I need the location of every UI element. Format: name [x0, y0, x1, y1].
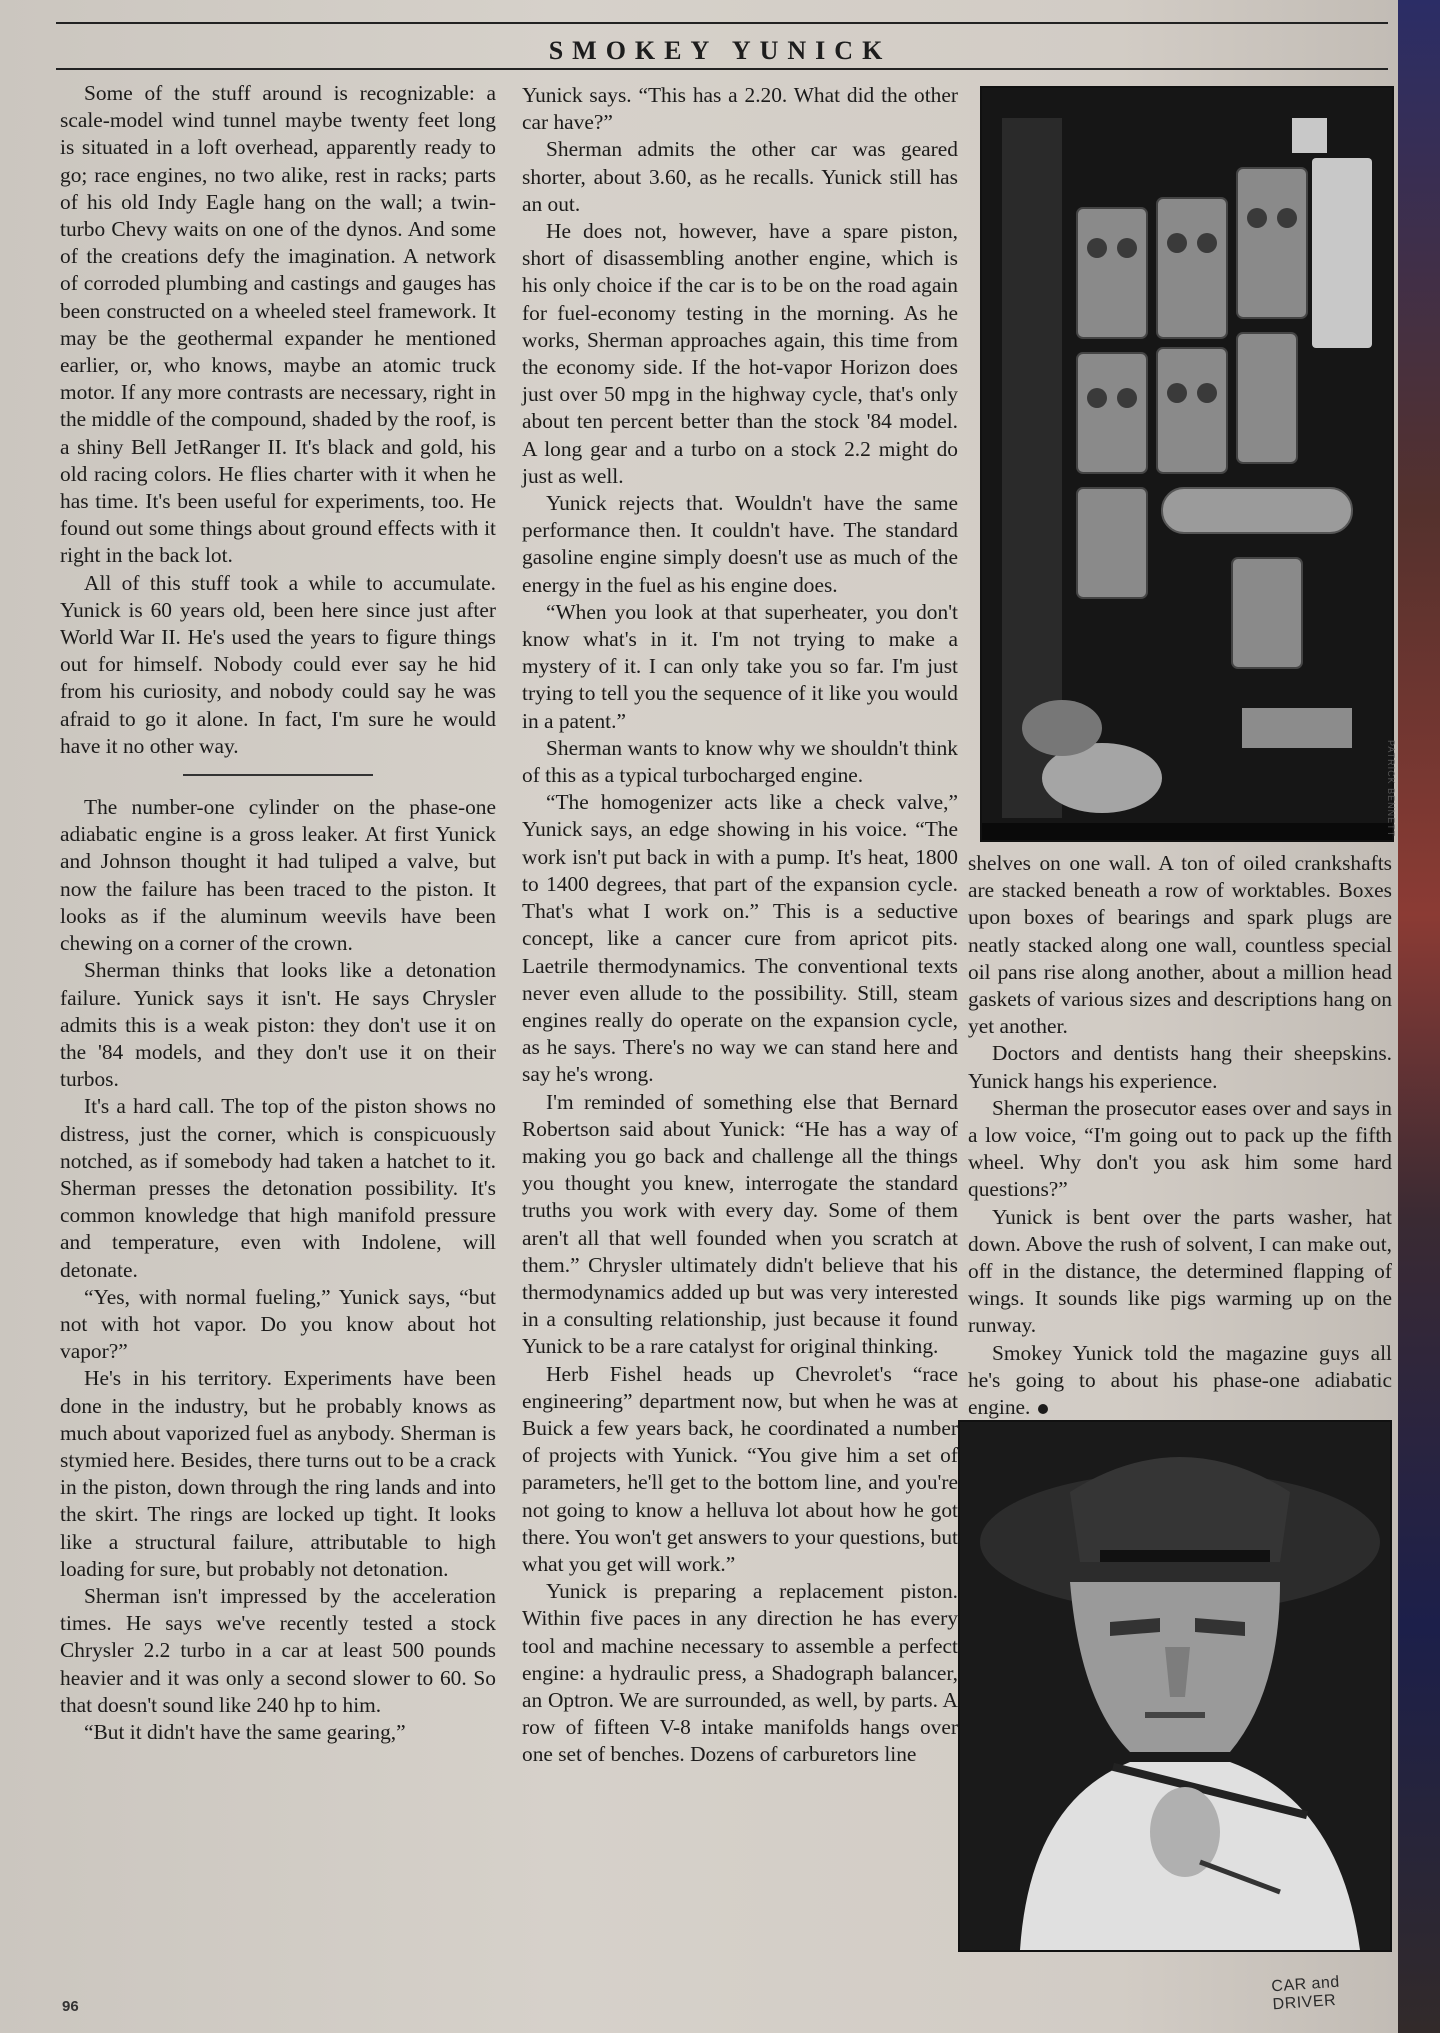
column-2	[522, 82, 958, 1769]
paragraph: Sherman admits the other car was geared shorter, about 3.60, as he recalls. Yunick still has an out.	[522, 137, 958, 216]
end-mark-icon	[1038, 1404, 1048, 1414]
header-rule	[56, 68, 1388, 70]
paragraph: Some of the stuff around is recognizable: a scale-model wind tunnel maybe twenty feet long is situated in a loft overhead, apparently ready to go; race engines, no two alike, rest in racks; parts of his old Indy Eagle hang on the wall; a twin-turbo Chevy waits on one of the dynos. And some of the creations defy the imagination. A network of corroded plumbing and castings and gauges has been constructed on a wheeled steel framework. It may be the geothermal expander he mentioned earlier, or, who knows, maybe an atomic truck motor. If any more contrasts are necessary, right in the middle of the compound, shaded by the roof, is a shiny Bell JetRanger II. It's black and gold, his old racing colors. He flies charter with it when he has time. It's been useful for experiments, too. He found out some things about ground effects with it right in the back lot.	[60, 81, 496, 568]
paragraph: Sherman the prosecutor eases over and says in a low voice, “I'm going out to pack up the fifth wheel. Why don't you ask him some hard questions?”	[968, 1095, 1392, 1202]
photo-credit: PATRICK BENNETT	[1386, 740, 1396, 838]
paragraph: Yunick says. “This has a 2.20. What did the other car have?”	[522, 83, 958, 135]
engine-parts-photo	[980, 86, 1394, 842]
column-3	[968, 850, 1392, 1421]
paragraph: I'm reminded of something else that Bernard Robertson said about Yunick: “He has a way of making you go back and challenge all the things you thought you knew, interrogate the standard truths you work with every day. Some of them aren't all that well founded when you scratch at them.” Chrysler ultimately didn't believe that his thermodynamics added up but was very interested in a consulting relationship, just because it found Yunick to be a rare catalyst for original thinking.	[522, 1089, 958, 1359]
paragraph: It's a hard call. The top of the piston shows no distress, just the corner, which is conspicuously notched, as if somebody had taken a hatchet to it. Sherman presses the detonation possibility. It's common knowledge that high manifold pressure and temperature, even with Indolene, will detonate.	[60, 1094, 496, 1282]
next-page-edge	[1398, 0, 1440, 2033]
paragraph: “The homogenizer acts like a check valve,” Yunick says, an edge showing in his voice. “The work isn't put back in with a pump. It's heat, 1800 to 1400 degrees, that part of the expansion cycle. That's what I work on.” This is a seductive concept, like a cancer cure from apricot pits. Laetrile thermodynamics. The conventional texts never even allude to the possibility. Still, steam engines really do operate on the expansion cycle, as he says. There's no way we can stand here and say he's wrong.	[522, 790, 958, 1087]
paragraph: He does not, however, have a spare piston, short of disassembling another engine, which is his only choice if the car is to be on the road again for fuel-economy testing in the morning. As he works, Sherman approaches again, this time from the economy side. If the hot-vapor Horizon does just over 50 mpg in the highway cycle, that's only about ten percent better than the stock '84 model. A long gear and a turbo on a stock 2.2 might do just as well.	[522, 219, 958, 488]
paragraph: “Yes, with normal fueling,” Yunick says, “but not with hot vapor. Do you know about hot vapor?”	[60, 1284, 496, 1364]
paragraph: Sherman thinks that looks like a detonation failure. Yunick says it isn't. He says Chrysler admits this is a weak piston: they don't use it on the '84 models, and they don't use it on their turbos.	[60, 958, 496, 1092]
paragraph: All of this stuff took a while to accumulate. Yunick is 60 years old, been here since just after World War II. He's used the years to figure things out for himself. Nobody could ever say he hid from his curiosity, and nobody could say he was afraid to go it alone. In fact, I'm sure he would have it no other way.	[60, 570, 496, 758]
paragraph: Sherman isn't impressed by the acceleration times. He says we've recently tested a stock Chrysler 2.2 turbo in a car at least 500 pounds heavier and it was only a second slower to 60. So that doesn't sound like 240 hp to him.	[60, 1583, 496, 1717]
engine-parts-illustration	[982, 88, 1392, 840]
paragraph: Herb Fishel heads up Chevrolet's “race engineering” department now, but when he was at Buick a few years back, he coordinated a number of projects with Yunick. “You give him a set of parameters, he'll get to the bottom line, and you're not going to know a helluva lot about how he got there. You won't get answers to your questions, but what you get will work.”	[522, 1361, 958, 1576]
portrait-illustration	[960, 1422, 1390, 1950]
top-rule	[56, 22, 1388, 24]
paragraph: Doctors and dentists hang their sheepskins. Yunick hangs his experience.	[968, 1041, 1392, 1093]
section-divider	[183, 774, 373, 776]
paragraph: Yunick is bent over the parts washer, hat down. Above the rush of solvent, I can make out, off in the distance, the determined flapping of wings. It sounds like pigs warming up on the runway.	[968, 1204, 1392, 1338]
paragraph: He's in his territory. Experiments have been done in the industry, but he probably knows as much about vaporized fuel as anybody. Sherman is stymied here. Besides, there turns out to be a crack in the piston, down through the ring lands and into the skirt. The rings are locked up tight. It looks like a structural failure, attributable to high loading for sure, but probably not detonation.	[60, 1366, 496, 1581]
page-header: SMOKEY YUNICK	[548, 36, 892, 65]
page-number: 96	[62, 1998, 79, 2015]
paragraph: Yunick is preparing a replacement piston. Within five paces in any direction he has every tool and machine necessary to assemble a perfect engine: a hydraulic press, a Shadograph balancer, an Optron. We are surrounded, as well, by parts. A row of fifteen V-8 intake manifolds hangs over one set of benches. Dozens of carburetors line	[522, 1579, 958, 1767]
paragraph: “But it didn't have the same gearing,”	[84, 1719, 406, 1744]
paragraph: “When you look at that superheater, you don't know what's in it. I'm not trying to make a mystery of it. I can only take you so far. I'm just trying to tell you the sequence of it like you would in a patent.”	[522, 599, 958, 733]
closing-paragraph-text: Smokey Yunick told the magazine guys all he's going to about his phase-one adiabatic engine.	[968, 1340, 1392, 1420]
paragraph	[968, 1340, 1392, 1422]
paragraph: Yunick rejects that. Wouldn't have the same performance then. It couldn't have. The standard gasoline engine simply doesn't use as much of the energy in the fuel as his engine does.	[522, 491, 958, 597]
paragraph: Sherman wants to know why we shouldn't think of this as a typical turbocharged engine.	[522, 735, 958, 788]
magazine-name: CAR and DRIVER	[1270, 1973, 1341, 2014]
paragraph: The number-one cylinder on the phase-one adiabatic engine is a gross leaker. At first Yunick and Johnson thought it had tuliped a valve, but now the failure has been traced to the piston. It looks as if the aluminum weevils have been chewing on a corner of the crown.	[60, 795, 496, 956]
paragraph: shelves on one wall. A ton of oiled crankshafts are stacked beneath a row of worktables. Boxes upon boxes of bearings and spark plugs are neatly stacked along one wall, countless special oil pans rise along another, about a million head gaskets of various sizes and descriptions hang on yet another.	[968, 851, 1392, 1039]
column-1	[60, 80, 496, 1746]
smokey-yunick-portrait-photo	[958, 1420, 1392, 1952]
